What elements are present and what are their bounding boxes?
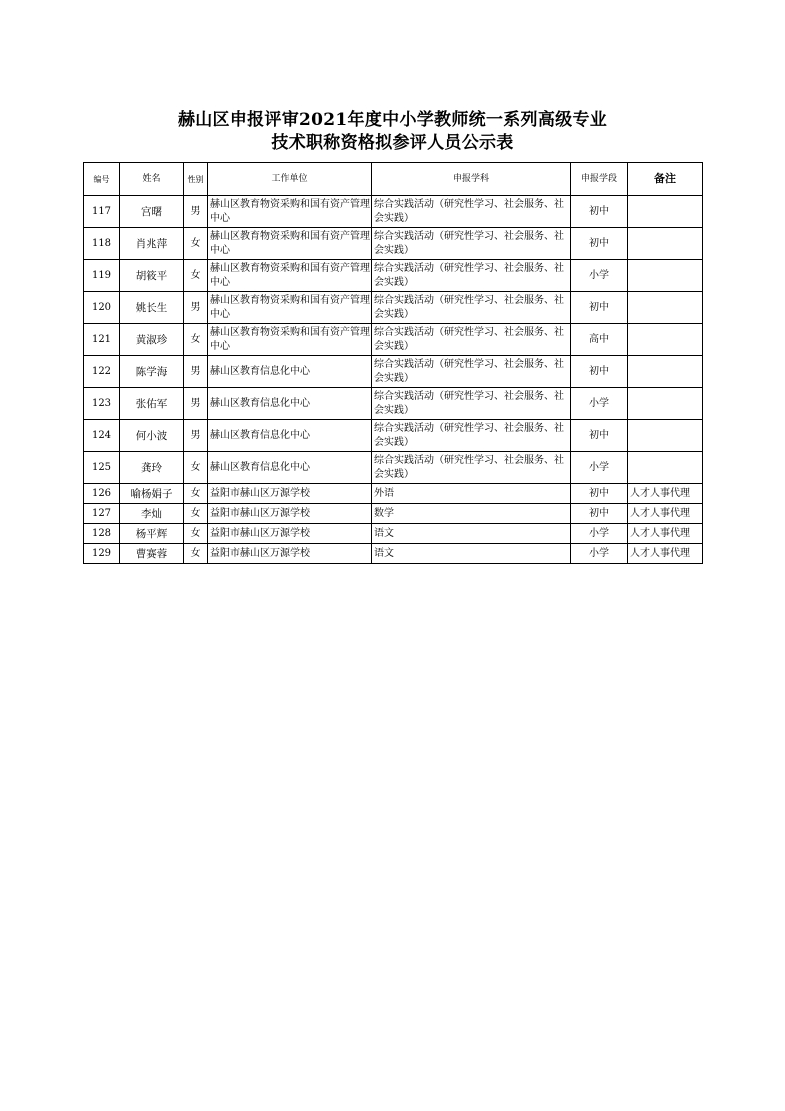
cell-sex: 男 [184,196,208,228]
cell-level: 初中 [571,292,628,324]
header-level: 申报学段 [571,163,628,196]
cell-subject: 综合实践活动（研究性学习、社会服务、社会实践） [372,420,571,452]
cell-note [628,260,703,292]
cell-subject: 数学 [372,504,571,524]
cell-level: 小学 [571,524,628,544]
cell-subject: 语文 [372,524,571,544]
header-subject: 申报学科 [372,163,571,196]
cell-note [628,292,703,324]
cell-unit: 赫山区教育物资采购和国有资产管理中心 [208,196,372,228]
cell-unit: 赫山区教育物资采购和国有资产管理中心 [208,324,372,356]
table-row [84,452,703,484]
cell-name: 喻杨娟子 [120,484,184,504]
cell-name: 宫曙 [120,196,184,228]
cell-subject: 语文 [372,544,571,564]
cell-sex: 女 [184,228,208,260]
cell-name: 何小波 [120,420,184,452]
cell-level: 小学 [571,260,628,292]
cell-level: 小学 [571,544,628,564]
cell-num: 119 [84,260,120,292]
table-row [84,504,703,524]
cell-subject: 综合实践活动（研究性学习、社会服务、社会实践） [372,292,571,324]
cell-subject: 综合实践活动（研究性学习、社会服务、社会实践） [372,228,571,260]
cell-num: 120 [84,292,120,324]
cell-sex: 女 [184,524,208,544]
cell-sex: 女 [184,504,208,524]
cell-num: 123 [84,388,120,420]
cell-note: 人才人事代理 [628,544,703,564]
cell-name: 肖兆萍 [120,228,184,260]
cell-level: 初中 [571,196,628,228]
cell-name: 姚长生 [120,292,184,324]
header-name: 姓名 [120,163,184,196]
cell-name: 曹赛蓉 [120,544,184,564]
cell-subject: 综合实践活动（研究性学习、社会服务、社会实践） [372,324,571,356]
table-row [84,260,703,292]
cell-name: 黄淑珍 [120,324,184,356]
cell-num: 124 [84,420,120,452]
cell-level: 初中 [571,356,628,388]
cell-subject: 综合实践活动（研究性学习、社会服务、社会实践） [372,196,571,228]
table-row [84,196,703,228]
page-title-line1: 赫山区申报评审2021年度中小学教师统一系列高级专业 [177,110,608,130]
cell-name: 张佑军 [120,388,184,420]
cell-unit: 赫山区教育信息化中心 [208,388,372,420]
cell-unit: 赫山区教育物资采购和国有资产管理中心 [208,292,372,324]
cell-num: 127 [84,504,120,524]
cell-sex: 男 [184,292,208,324]
cell-subject: 综合实践活动（研究性学习、社会服务、社会实践） [372,388,571,420]
cell-note [628,452,703,484]
cell-num: 125 [84,452,120,484]
cell-unit: 赫山区教育信息化中心 [208,452,372,484]
table-header-row [84,163,703,196]
header-note: 备注 [628,163,703,196]
cell-sex: 女 [184,484,208,504]
page-title-line2: 技术职称资格拟参评人员公示表 [271,133,514,153]
cell-level: 高中 [571,324,628,356]
cell-unit: 益阳市赫山区万源学校 [208,504,372,524]
cell-subject: 综合实践活动（研究性学习、社会服务、社会实践） [372,452,571,484]
cell-note [628,420,703,452]
cell-name: 杨平辉 [120,524,184,544]
cell-unit: 益阳市赫山区万源学校 [208,524,372,544]
cell-note [628,196,703,228]
table-row [84,524,703,544]
cell-note: 人才人事代理 [628,484,703,504]
table-row [84,420,703,452]
cell-unit: 益阳市赫山区万源学校 [208,484,372,504]
cell-subject: 综合实践活动（研究性学习、社会服务、社会实践） [372,260,571,292]
cell-note [628,388,703,420]
cell-name: 陈学海 [120,356,184,388]
applicant-table [83,162,703,564]
cell-num: 121 [84,324,120,356]
header-num: 编号 [84,163,120,196]
cell-sex: 男 [184,356,208,388]
header-unit: 工作单位 [208,163,372,196]
cell-num: 117 [84,196,120,228]
table-row [84,324,703,356]
cell-sex: 男 [184,388,208,420]
cell-num: 118 [84,228,120,260]
cell-unit: 赫山区教育信息化中心 [208,420,372,452]
cell-unit: 赫山区教育物资采购和国有资产管理中心 [208,228,372,260]
cell-sex: 女 [184,260,208,292]
cell-num: 126 [84,484,120,504]
cell-subject: 外语 [372,484,571,504]
cell-note: 人才人事代理 [628,504,703,524]
cell-note: 人才人事代理 [628,524,703,544]
cell-sex: 女 [184,452,208,484]
cell-sex: 女 [184,544,208,564]
cell-name: 龚玲 [120,452,184,484]
cell-level: 初中 [571,420,628,452]
table-row [84,388,703,420]
header-sex: 性别 [184,163,208,196]
cell-unit: 益阳市赫山区万源学校 [208,544,372,564]
cell-level: 初中 [571,504,628,524]
table-row [84,484,703,504]
cell-num: 128 [84,524,120,544]
table-row [84,544,703,564]
cell-unit: 赫山区教育物资采购和国有资产管理中心 [208,260,372,292]
cell-num: 122 [84,356,120,388]
table-row [84,356,703,388]
cell-note [628,228,703,260]
table-row [84,228,703,260]
cell-level: 小学 [571,452,628,484]
cell-note [628,356,703,388]
cell-num: 129 [84,544,120,564]
table-row [84,292,703,324]
cell-level: 初中 [571,484,628,504]
cell-unit: 赫山区教育信息化中心 [208,356,372,388]
cell-subject: 综合实践活动（研究性学习、社会服务、社会实践） [372,356,571,388]
cell-level: 初中 [571,228,628,260]
cell-sex: 女 [184,324,208,356]
cell-sex: 男 [184,420,208,452]
cell-name: 胡筱平 [120,260,184,292]
cell-note [628,324,703,356]
cell-name: 李灿 [120,504,184,524]
cell-level: 小学 [571,388,628,420]
